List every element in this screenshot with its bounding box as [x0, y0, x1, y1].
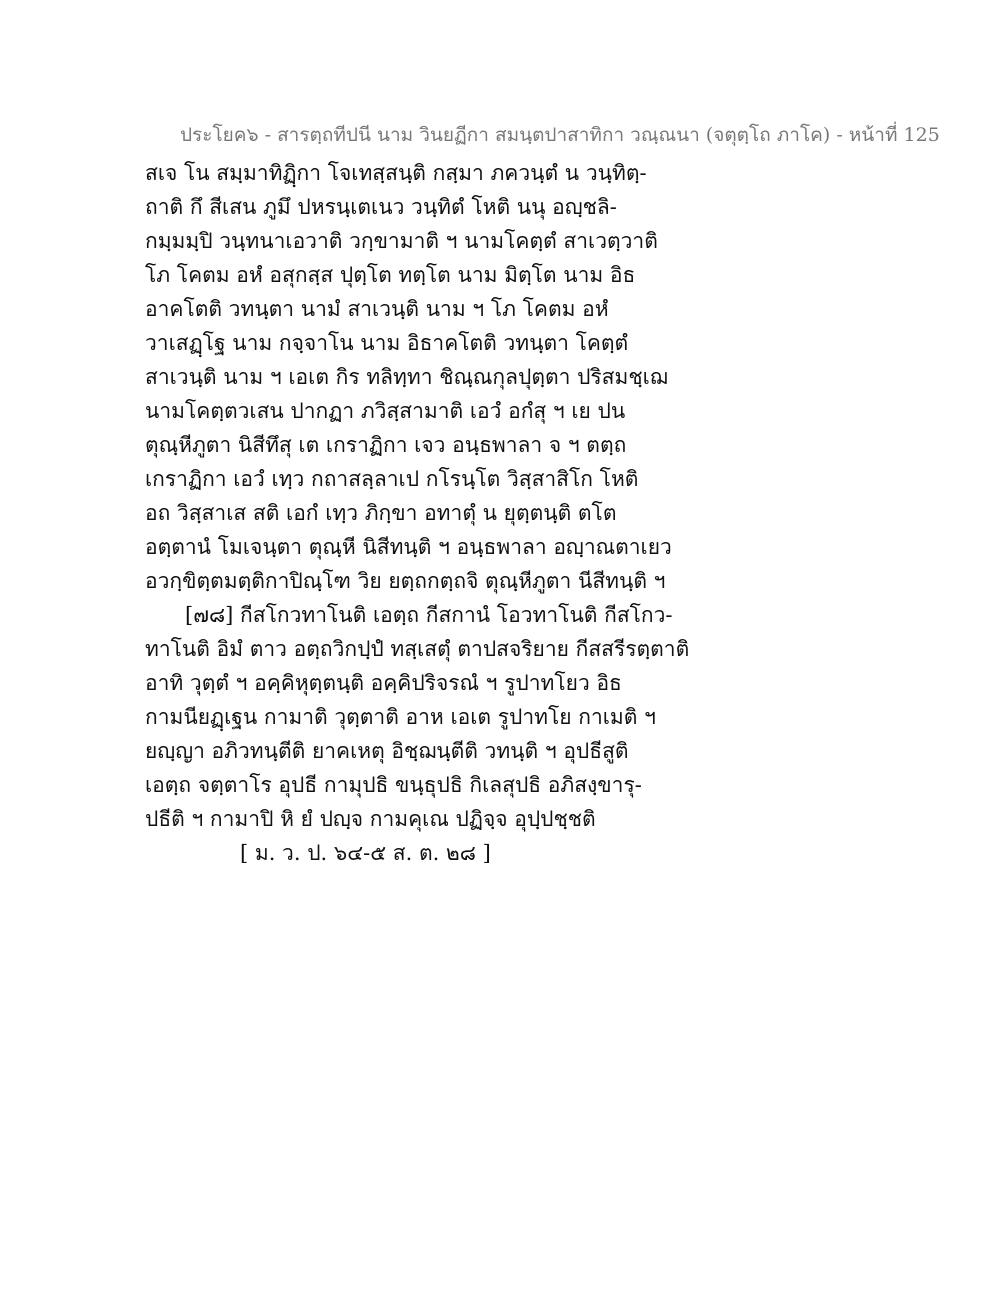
- text-line: ทาโนติ อิมํ ตาว อตฺถวิกปฺปํ ทสฺเสตุํ ตาปสจริยาย กีสสรีรตฺตาติ: [145, 637, 690, 661]
- page-header: ประโยค๖ - สารตฺถทีปนี นาม วินยฏีกา สมนฺตปาสาทิกา วณฺณนา (จตุตฺโถ ภาโค) - หน้าที่ 125: [180, 124, 940, 146]
- reference-citation: [ ม. ว. ป. ๖๔-๕ ส. ต. ๒๘ ]: [240, 841, 491, 865]
- text-line: กมฺมมฺปิ วนฺทนาเอวาติ วกฺขามาติ ฯ นามโคตฺตํ สาเวตฺวาติ: [145, 229, 658, 253]
- text-line: วาเสฏฺโฐ นาม กจฺจาโน นาม อิธาคโตติ วทนฺตา โคตฺตํ: [145, 331, 629, 355]
- text-line: เอตฺถ จตฺตาโร อุปธี กามุปธิ ขนฺธุปธิ กิเลสุปธิ อภิสงฺขารุ-: [145, 773, 642, 797]
- text-line: เกราฏิกา เอวํ เทฺว กถาสลฺลาเป กโรนฺโต วิสฺสาสิโก โหติ: [145, 467, 639, 491]
- text-line: ถาติ กึ สีเสน ภูมึ ปหรนฺเตเนว วนฺทิตํ โหติ นนุ อญฺชลิ-: [145, 195, 617, 219]
- text-line: อาคโตติ วทนฺตา นามํ สาเวนฺติ นาม ฯ โภ โคตม อหํ: [145, 297, 609, 321]
- text-line: ยญฺญา อภิวทนฺตีติ ยาคเหตุ อิชฺฌนฺตีติ วทนฺติ ฯ อุปธีสูติ: [145, 739, 629, 763]
- text-line: ตุณฺหีภูตา นิสีทึสุ เต เกราฏิกา เจว อนฺธพาลา จ ฯ ตตฺถ: [145, 433, 627, 457]
- text-line: โภ โคตม อหํ อสุกสฺส ปุตฺโต ทตฺโต นาม มิตฺโต นาม อิธ: [145, 263, 636, 287]
- text-line: อาทิ วุตฺตํ ฯ อคฺคิหุตฺตนฺติ อคฺคิปริจรณํ ฯ รูปาทโยว อิธ: [145, 671, 622, 695]
- paragraph-start-line: [๗๘] กีสโกวทาโนติ เอตฺถ กีสกานํ โอวทาโนติ กีสโกว-: [185, 603, 673, 627]
- text-line: อถ วิสฺสาเส สติ เอกํ เทฺว ภิกฺขา อทาตุํ น ยุตฺตนฺติ ตโต: [145, 501, 617, 525]
- text-line: อวกฺขิตฺตมตฺติกาปิณฺโฑ วิย ยตฺถกตฺถจิ ตุณฺหีภูตา นีสีทนฺติ ฯ: [145, 569, 666, 593]
- text-line: กามนียฏฺเฐน กามาติ วุตฺตาติ อาห เอเต รูปาทโย กาเมติ ฯ: [145, 705, 656, 729]
- text-line: นามโคตฺตวเสน ปากฏา ภวิสฺสามาติ เอวํ อกํสุ ฯ เย ปน: [145, 399, 626, 423]
- text-line: สเจ โน สมฺมาทิฏฺิกา โจเทสฺสนฺติ กสฺมา ภควนฺตํ น วนฺทิตฺ-: [145, 161, 647, 185]
- text-line: ปธีติ ฯ กามาปิ หิ ยํ ปญฺจ กามคุเณ ปฏิจฺจ อุปฺปชฺชติ: [145, 807, 596, 831]
- text-line: อตฺตานํ โมเจนฺตา ตุณฺหี นิสีทนฺติ ฯ อนฺธพาลา อญฺาณตาเยว: [145, 535, 672, 559]
- text-line: สาเวนฺติ นาม ฯ เอเต กิร ทลิทฺทา ชิณฺณกุลปุตฺตา ปริสมชฺเฌ: [145, 365, 668, 389]
- body-text: [145, 156, 845, 870]
